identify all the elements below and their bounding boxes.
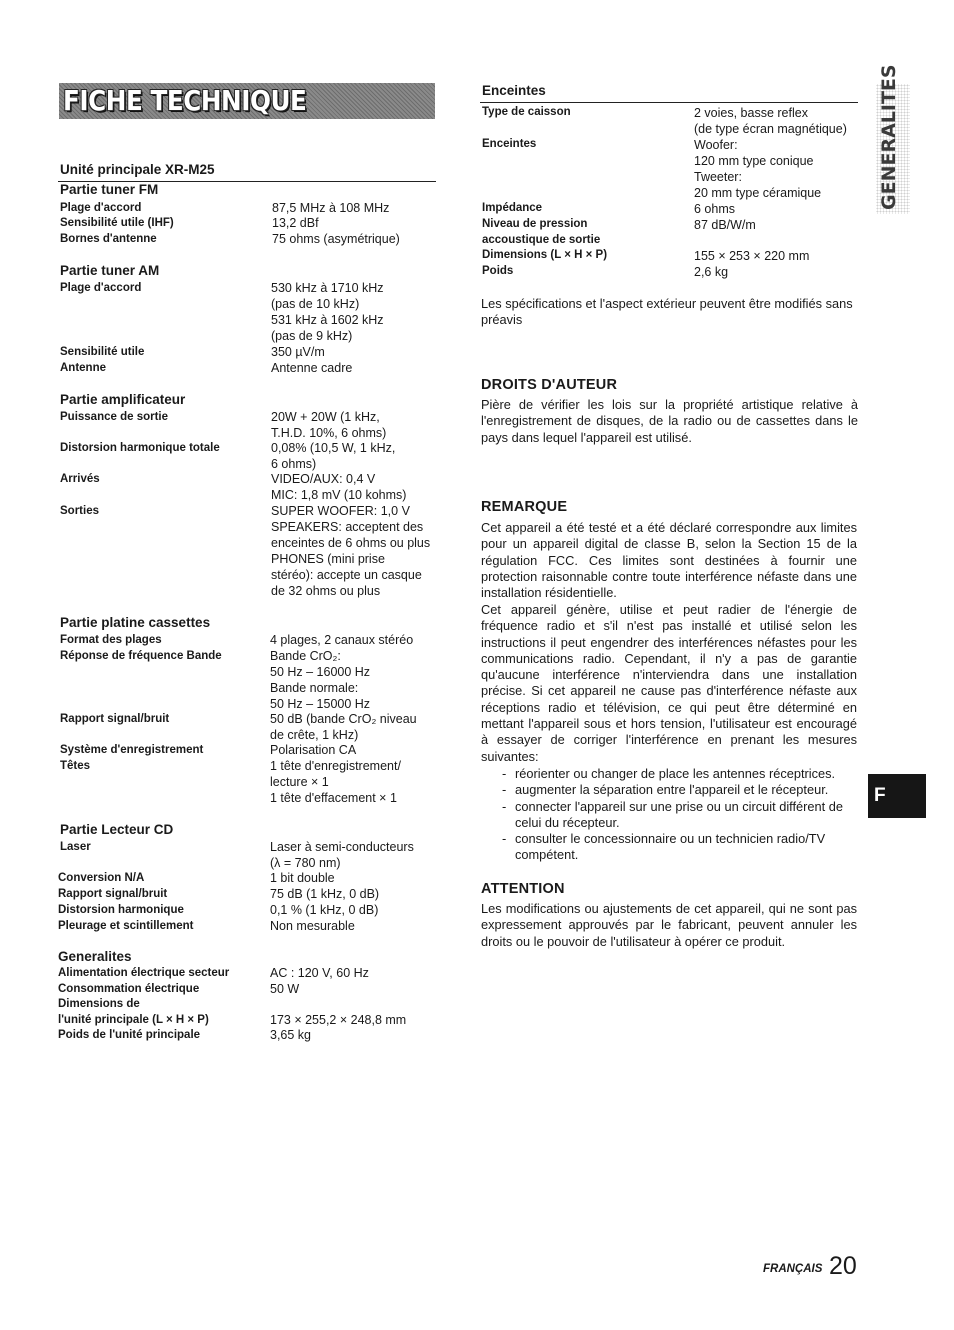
footer-language: FRANÇAIS xyxy=(763,1263,823,1275)
spec-value: Polarisation CA xyxy=(270,743,357,757)
page-number: 20 xyxy=(829,1252,857,1280)
spec-label: Distorsion harmonique totale xyxy=(60,442,220,454)
side-tab-label: GENERALITES xyxy=(878,64,900,210)
spec-label: Antenne xyxy=(60,362,106,374)
attention-text: Les modifications ou ajustements de cet appareil, qui ne sont pas expressement approuvés par le fabricant, peuvent annuler les droits ou le pouvoir de l'utilisateur à opérer ce produit. xyxy=(481,901,857,949)
spec-value: Bande CrO₂: 50 Hz – 16000 Hz Bande normale: 50 Hz – 15000 Hz xyxy=(270,649,371,711)
list-item: - connecter l'appareil sur une prise ou un circuit différent de celui du récepteur. xyxy=(480,799,858,832)
spec-label: Niveau de pression accoustique de sortie xyxy=(482,218,601,246)
list-item: - consulter le concessionnaire ou un technicien radio/TV compétent. xyxy=(480,831,858,864)
spec-value: 173 × 255,2 × 248,8 mm xyxy=(270,1013,407,1027)
spec-value: Non mesurable xyxy=(270,919,355,933)
attention-heading: ATTENTION xyxy=(481,881,565,897)
spec-label: Dimensions (L × H × P) xyxy=(482,249,608,261)
spec-value: SUPER WOOFER: 1,0 V SPEAKERS: acceptent des enceintes de 6 ohms ou plus PHONES (mini prise stéréo): accepte un casque de 32 ohms ou plus xyxy=(271,504,431,598)
spec-value: 13,2 dBf xyxy=(272,216,319,230)
spec-value: Woofer: 120 mm type conique Tweeter: 20 mm type céramique xyxy=(694,138,822,200)
spec-value: VIDEO/AUX: 0,4 V MIC: 1,8 mV (10 kohms) xyxy=(271,472,407,502)
cd-title: Partie Lecteur CD xyxy=(60,822,174,837)
language-tab-label: F xyxy=(874,785,886,806)
spec-label: Distorsion harmonique xyxy=(58,904,184,916)
spec-label: Format des plages xyxy=(60,634,162,646)
copyright-text: Pière de vérifier les lois sur la propriété artistique relative à l'enregistrement de disques, de la radio ou de cassettes dans le pays dans lequel l'appareil est utilisé. xyxy=(481,397,858,445)
remark-heading: REMARQUE xyxy=(481,499,568,515)
cassette-title: Partie platine cassettes xyxy=(60,615,211,630)
remark-paragraph-2: Cet appareil génère, utilise et peut radier de l'énergie de fréquence radio et s'il n'est pas installé et utilisé selon les instructions il peut engendrer des interférences néfastes pour les communications radio. Cependant, il n'y a pas de garantie qu'aucune interférence n'interviendra dans une installation précise. Si cet appareil ne cause pas d'interférence néfaste aux réceptions radio et télévision, ce qui peut être déterminé en mettant l'appareil sous et hors tension, l'utilisateur est encouragé à essayer de corriger l'interférence en prenant les mesures suivantes: xyxy=(481,602,857,764)
language-tab xyxy=(868,774,926,818)
spec-label: Alimentation électrique secteur xyxy=(58,967,230,979)
spec-label: Système d'enregistrement xyxy=(60,744,204,756)
list-item: - réorienter ou changer de place les antennes réceptrices. xyxy=(480,766,858,782)
spec-value: 350 µV/m xyxy=(271,345,325,359)
spec-label: Rapport signal/bruit xyxy=(58,888,168,900)
spec-value: 50 dB (bande CrO₂ niveau de crête, 1 kHz) xyxy=(270,712,417,742)
spec-label: Têtes xyxy=(60,760,91,772)
spec-value: 20W + 20W (1 kHz, T.H.D. 10%, 6 ohms) xyxy=(271,410,387,440)
spec-label: Réponse de fréquence Bande xyxy=(60,650,222,662)
spec-value: 6 ohms xyxy=(694,202,735,216)
spec-value: 1 bit double xyxy=(270,871,335,885)
remark-bullet-list xyxy=(480,766,858,864)
spec-value: AC : 120 V, 60 Hz xyxy=(270,966,369,980)
spec-label: Type de caisson xyxy=(482,106,571,118)
spec-value: 50 W xyxy=(270,982,300,996)
fm-tuner-title: Partie tuner FM xyxy=(60,182,159,197)
amplifier-title: Partie amplificateur xyxy=(60,392,186,407)
spec-label: Poids xyxy=(482,265,514,277)
main-unit-heading: Unité principale XR-M25 xyxy=(60,162,215,177)
list-item: - augmenter la séparation entre l'appareil et le récepteur. xyxy=(480,782,858,798)
spec-label: Enceintes xyxy=(482,138,537,150)
spec-value: 2 voies, basse reflex (de type écran magnétique) xyxy=(694,106,847,136)
spec-value: 75 dB (1 kHz, 0 dB) xyxy=(270,887,380,901)
title-banner xyxy=(59,83,435,119)
spec-value: 0,08% (10,5 W, 1 kHz, 6 ohms) xyxy=(271,441,396,471)
spec-value: 155 × 253 × 220 mm xyxy=(694,249,810,263)
spec-value: 1 tête d'enregistrement/ lecture × 1 1 tête d'effacement × 1 xyxy=(270,759,401,805)
speakers-heading: Enceintes xyxy=(482,83,546,98)
spec-label: Plage d'accord xyxy=(60,202,142,214)
spec-label: Conversion N/A xyxy=(58,872,145,884)
spec-value: 2,6 kg xyxy=(694,265,729,279)
spec-label: Pleurage et scintillement xyxy=(58,920,194,932)
spec-label: Rapport signal/bruit xyxy=(60,713,170,725)
spec-label: Bornes d'antenne xyxy=(60,233,157,245)
spec-label: Consommation électrique xyxy=(58,983,200,995)
section-side-tab xyxy=(876,64,910,214)
spec-label: Sensibilité utile (IHF) xyxy=(60,217,174,229)
spec-label: Poids de l'unité principale xyxy=(58,1029,201,1041)
general-title: Generalites xyxy=(58,949,132,964)
spec-label: Impédance xyxy=(482,202,543,214)
spec-value: 87 dB/W/m xyxy=(694,218,756,232)
spec-label: Dimensions de l'unité principale (L × H × P) xyxy=(58,998,209,1026)
spec-label: Laser xyxy=(60,841,91,853)
spec-label: Puissance de sortie xyxy=(60,411,169,423)
remark-paragraph-1: Cet appareil a été testé et a été déclaré correspondre aux limites pour un appareil digital de classe B, selon la Section 15 de la régulation FCC. Ces limites sont destinées à fournir une protection raisonnable contre toute interférence néfaste dans une installation résidentielle. xyxy=(481,520,857,601)
spec-value: Antenne cadre xyxy=(271,361,353,375)
spec-value: 75 ohms (asymétrique) xyxy=(272,232,400,246)
spec-value: 530 kHz à 1710 kHz (pas de 10 kHz) 531 kHz à 1602 kHz (pas de 9 kHz) xyxy=(271,281,384,343)
spec-value: 4 plages, 2 canaux stéréo xyxy=(270,633,414,647)
spec-label: Plage d'accord xyxy=(60,282,142,294)
spec-value: 3,65 kg xyxy=(270,1028,312,1042)
spec-label: Arrivés xyxy=(60,473,100,485)
spec-note: Les spécifications et l'aspect extérieur peuvent être modifiés sans préavis xyxy=(481,296,853,328)
divider xyxy=(480,102,858,103)
spec-value: Laser à semi-conducteurs (λ = 780 nm) xyxy=(270,840,414,870)
spec-label: Sensibilité utile xyxy=(60,346,145,358)
spec-label: Sorties xyxy=(60,505,99,517)
spec-value: 87,5 MHz à 108 MHz xyxy=(272,201,390,215)
page-title: FICHE TECHNIQUE xyxy=(63,84,307,117)
am-tuner-title: Partie tuner AM xyxy=(60,263,160,278)
spec-value: 0,1 % (1 kHz, 0 dB) xyxy=(270,903,379,917)
copyright-heading: DROITS D'AUTEUR xyxy=(481,377,618,393)
